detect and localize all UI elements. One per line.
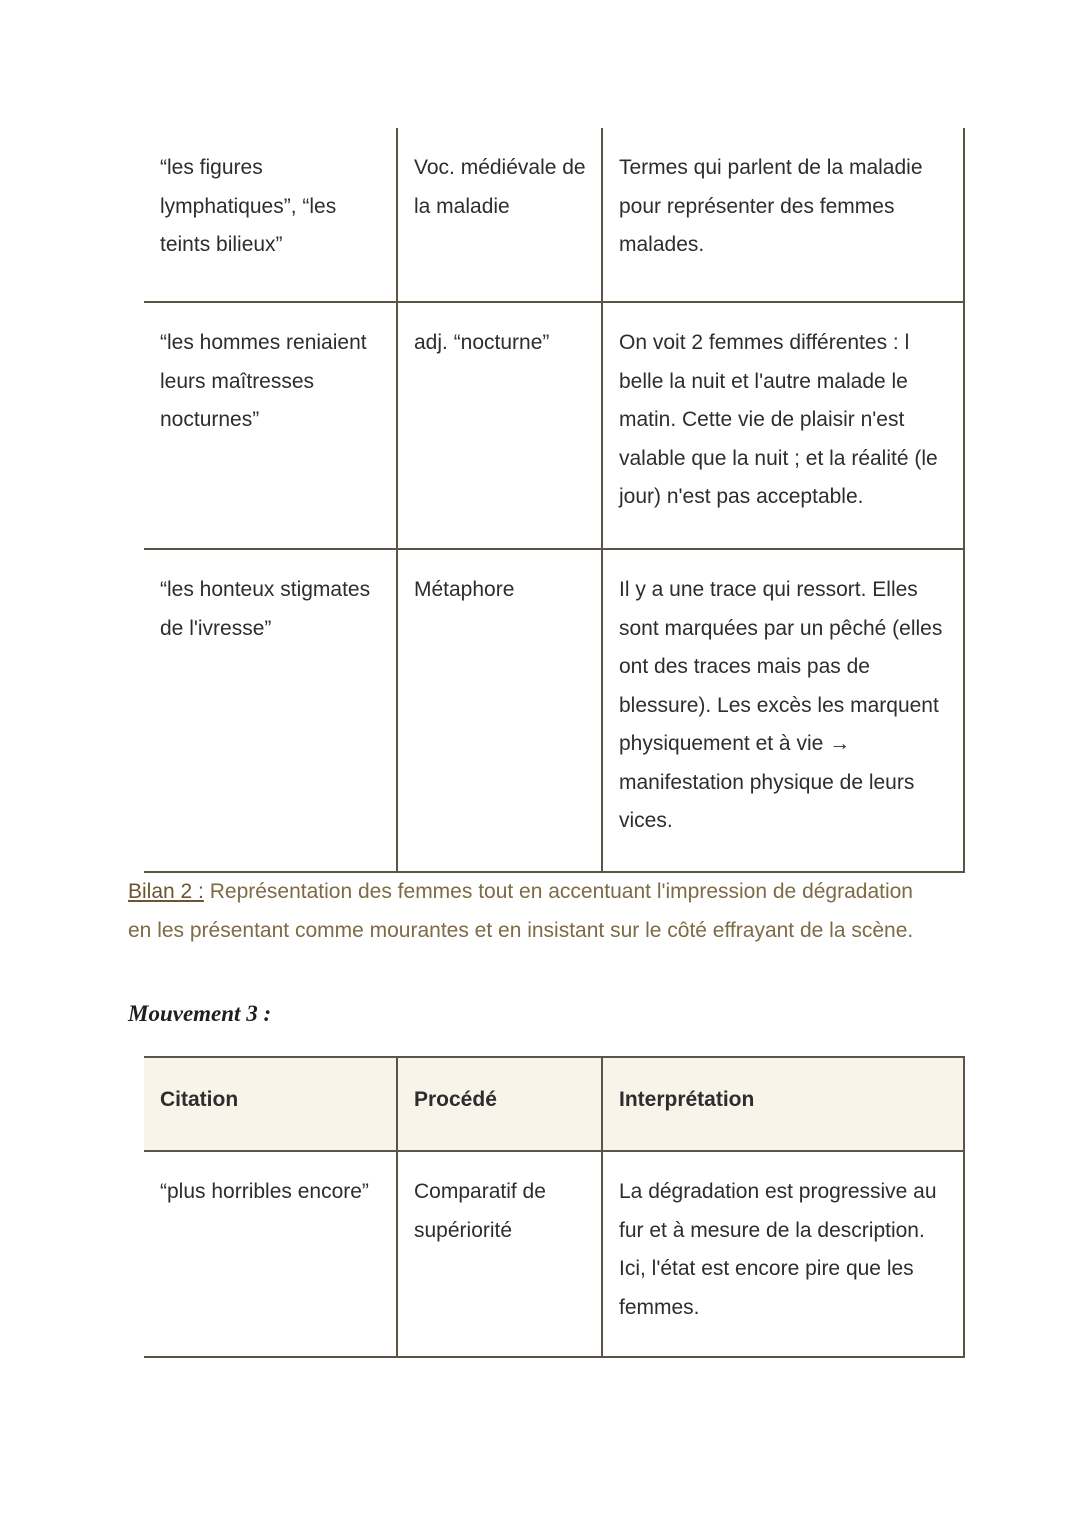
- table-row: [144, 128, 964, 302]
- movement-heading: Mouvement 3 :: [128, 1001, 272, 1026]
- citation-cell: “les honteux stigmates de l'ivresse”: [144, 549, 397, 872]
- bilan-summary: [128, 873, 928, 950]
- procede-cell: adj. “nocturne”: [397, 302, 602, 549]
- citation-cell: “les figures lymphatiques”, “les teints bilieux”: [144, 128, 397, 302]
- table-header-row: [144, 1057, 964, 1151]
- bilan-label: Bilan 2 :: [128, 880, 204, 903]
- header-citation: Citation: [144, 1057, 397, 1151]
- table-row: [144, 1151, 964, 1357]
- interpretation-cell: Termes qui parlent de la maladie pour représenter des femmes malades.: [602, 128, 964, 302]
- citation-cell: “plus horribles encore”: [144, 1151, 397, 1357]
- bilan-text: Représentation des femmes tout en accentuant l'impression de dégradation en les présentant comme mourantes et en insistant sur le côté effrayant de la scène.: [128, 880, 914, 942]
- citation-cell: “les hommes reniaient leurs maîtresses nocturnes”: [144, 302, 397, 549]
- interpretation-cell: On voit 2 femmes différentes : l belle la nuit et l'autre malade le matin. Cette vie de plaisir n'est valable que la nuit ; et la réalité (le jour) n'est pas acceptable.: [602, 302, 964, 549]
- analysis-table-movement-3: [144, 1056, 965, 1358]
- header-interpretation: Interprétation: [602, 1057, 964, 1151]
- table-row: [144, 302, 964, 549]
- procede-cell: Comparatif de supériorité: [397, 1151, 602, 1357]
- analysis-table-movement-2: [144, 128, 965, 873]
- interpretation-cell: Il y a une trace qui ressort. Elles sont marquées par un pêché (elles ont des traces mais pas de blessure). Les excès les marquent physiquement et à vie → manifestation physique de leurs vices.: [602, 549, 964, 872]
- procede-cell: Métaphore: [397, 549, 602, 872]
- table-row: [144, 549, 964, 872]
- interpretation-cell: La dégradation est progressive au fur et à mesure de la description. Ici, l'état est encore pire que les femmes.: [602, 1151, 964, 1357]
- procede-cell: Voc. médiévale de la maladie: [397, 128, 602, 302]
- header-procede: Procédé: [397, 1057, 602, 1151]
